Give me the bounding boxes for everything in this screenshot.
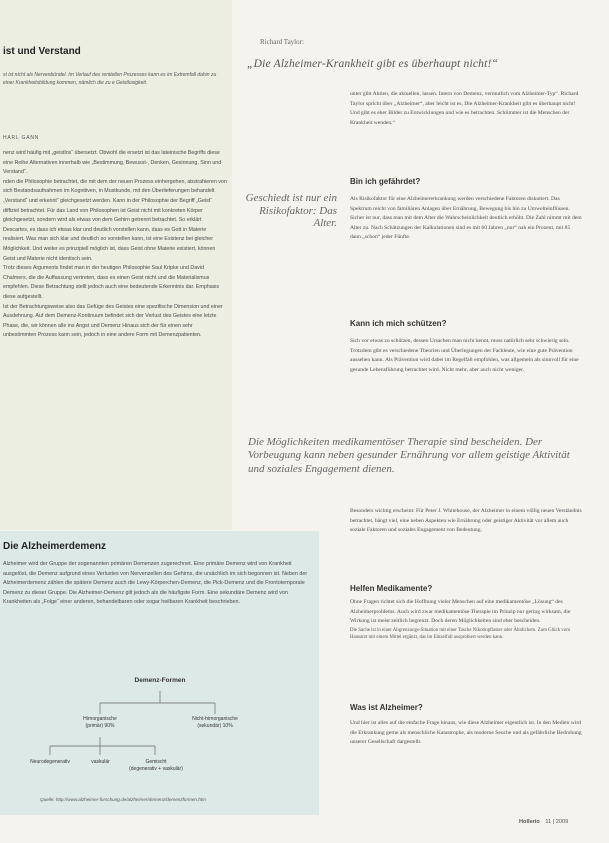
diagram-leaf: Neurodegenerativ: [30, 759, 70, 765]
left-paragraph: nden die Philosophie betrachtet, die mit dem der neuen Prozess einhergehen, abstrahieren von sich Bestandsaufnahmen im Kognitiven, in Mustkunde, mit den Überlieferungen behandelt „Verstand“ und erkennt“ gleichgesetzt werden. Kann in der Philosophie der Begriff „Geist“ diffiziel betrachtet. Für das Land von Philosophen ist Geist nicht mit konkreten Körper gleichgesetzt, sondern wird als etwas von dem Gehirn getrennt betrachtet. So erklärt Descartes, es dass ich etwas klar und deutlich vorstellen kann, dass es Gott in Materie realisiert. Was man sich klar und deutlich so vorstellen kann, ist eine Existenz bei gleicher Möglichkeit. Und weiter es prinzipiell möglich ist, dass Geist ohne Materie existiert, können Geist und Materie nicht identisch sein.: [3, 178, 227, 262]
article-title: „Die Alzheimer-Krankheit gibt es überhaupt nicht!“: [247, 58, 499, 70]
diagram-node-primary: [55, 716, 145, 729]
node-sublabel: (primär) 90%: [85, 722, 115, 729]
node-label: Nicht-hirnorganische: [192, 716, 238, 722]
page-number: 11 | 2009: [545, 819, 569, 825]
leaf-sublabel: (degenerativ + vaskulär): [129, 765, 183, 772]
diagram-leaf: vaskulär: [91, 759, 110, 765]
left-paragraph: Ist der Betrachtungsweise also das Gefüge des Geistes eine spezifische Dimension und einer Ausdehnung. Auf dem Demenz-Kontinuum befindet sich der Verlust des Geistes eine letzte Phase, die, wir können alle ins Angst und Demenz Hinaus sich der für einen sehr unbestimmten Prozess kann sein, jedoch in eine andere Form mit Demenzpatienten.: [3, 303, 223, 339]
demenz-forms-diagram: [0, 681, 319, 791]
section-text: Als Risikofaktor für eine Alzheimererkrankung werden verschiedene Faktoren diskutiert. Das Spektrum reicht von familiären Anlagen über Ernährung, Bewegung bis hin zu Umwelteinflüssen. Sicher ist nur, dass man mit dem Alter die Wahrscheinlichkeit deutlich erhöht. Die Zahl nimmt mit dem Alter zu. Nach Schätzungen der Kalkulationen sind es mit 60 Jahren „nur“ nah ein Prozent, mit 85 dann „schon“ jeder Fünfte.: [350, 196, 582, 241]
footnote-text: Die Sache ist in einer Abgrenzungs-Situation mit einer Tasche Nikotinpflaster oder Ähnlichem. Zum Glück vom Hausarzt mit einem Mittel ergänzt, das im Einzelfall ausprobiert werden kann.: [350, 627, 571, 641]
section-text: [350, 598, 582, 642]
pull-quote: Geschiedt ist nur ein Risikofaktor: Das Alter.: [245, 192, 337, 229]
left-intro-text: st ist nicht als Nervenbündel. Im Verlauf des rentiellen Prozesses kann es im Extremfall dahin zu einer Krankheitsbildung kommen, nämlich die zu e Geistlosigkeit.: [3, 72, 217, 86]
section-heading: Bin ich gefährdet?: [350, 177, 421, 186]
diagram-title: Demenz-Formen: [134, 677, 186, 684]
article-byline: Richard Taylor:: [260, 38, 304, 46]
pull-quote-large: Die Möglichkeiten medikamentöser Therapie sind bescheiden. Der Vorbeugung kann neben gesunder Ernährung vor allem geistige Aktivität und soziales Engagement dienen.: [248, 436, 570, 475]
box-title: Die Alzheimerdemenz: [3, 541, 106, 552]
section-heading: Kann ich mich schützen?: [350, 319, 447, 328]
diagram-leaf: [120, 759, 192, 772]
leaf-label: Gemischt: [145, 759, 167, 765]
section-heading: Was ist Alzheimer?: [350, 703, 423, 712]
diagram-node-secondary: [165, 716, 265, 729]
left-author: HARL GANN: [3, 135, 40, 141]
left-paragraph: nenz wird häufig mit „geistlos“ übersetzt. Obwohl die ersetzt ist das lateinische Begriffs diese eine Reihe Alternativen innerhalb wie „Bestimmung, Bewusst-, Denken, Gesinnung, Sinn und Verstand“.: [3, 150, 222, 176]
section-heading: Helfen Medikamente?: [350, 584, 433, 593]
left-body-text: [3, 149, 227, 521]
section-text: Besonders wichtig erscheint: Für Peter J. Whitehouse, der Alzheimer in einem völlig neuen Verständnis betrachtet, hängt viel, eine neben Aspekten wie Ernährung oder geistiger Aktivität vor allem auch soziale Faktoren und soziales Engagement von Bedeutung.: [350, 508, 582, 534]
left-sidebar-column: [0, 0, 232, 530]
node-label: Hirnorganische: [83, 716, 117, 722]
section-text: Sich vor etwas zu schützen, dessen Ursachen man nicht kennt, muss natürlich sehr schwierig sein. Trotzdem gibt es verschiedene Theorien und Überlegungen der Fachleute, wie eine gute Prävention aussehen kann. Als Prävention wird dabei im Regelfall empfohlen, was allgemein als sinnvoll für eine gesunde Lebensführung betrachtet wird. Nicht mehr, aber auch nicht weniger.: [350, 338, 579, 373]
left-paragraph: Trotz dieses Arguments findet man in der heutigen Philosophie Saul Kripke und David Chalmers, die die Auffassung vertreten, dass es einen Geist nicht und die Materialismus empfehlen. Diese Betrachtung stellt jedoch auch eine bedeutende Erkenntnis dar. Emphasis diese aufgestellt.: [3, 265, 220, 300]
left-section-title: ist und Verstand: [3, 46, 81, 57]
diagram-caption: Quelle: http://www.alzheimer-forschung.de/alzheimer/demenz/demenzformen.htm: [40, 797, 206, 802]
page-footer: [519, 819, 568, 825]
node-sublabel: (sekundär) 10%: [197, 722, 233, 729]
box-body-text: Alzheimer wird der Gruppe der sogenannten primären Demenzen zugerechnet. Eine primäre Demenz wird von Krankheit ausgelöst, die Demenz aufgrund eines Verlustes von Nervenzellen des Gehirns, die ursächlich im sich begonnen ist. Neben der Alzheimerdemenz zählen die spätere Demenz auch die Lewy-Körperchen-Demenz, die Pick-Demenz und die Frontotemporale Demenz zu dieser Gruppe. Die Alzheimer-Demenz gilt jedoch als die häufigste Form. Eine sekundäre Demenz wird von Krankheiten als „Folge“ einer anderen, behandelbaren oder sogar heilbaren Krankheit beschrieben.: [3, 561, 308, 605]
alzheimer-info-box: [0, 531, 319, 815]
magazine-name: Hollerio: [519, 819, 540, 825]
paragraph: Ohne Fragen richtet sich die Hoffnung vieler Menschen auf eine medikamentöse „Lösung“ des Alzheimerproblems. Auch wird zwar medikamentöse Therapie im Prinzip nur gering wirksam, die Wirkung ist meist zeitlich begrenzt. Doch deren Möglichkeiten sind eher bescheiden.: [350, 599, 571, 625]
section-text: Und hier ist alles auf die einfache Frage hinaus, wie diese Alzheimer eigentlich ist. In den Medien wird die Erkrankung gerne als menschliche Katastrophe, als moderne Seuche und als gefährliche Bedrohung unserer Gesellschaft dargestellt.: [350, 720, 582, 746]
article-intro: unter gibt Aktien, die aktuellen, lassen. Intern von Demenz, vermutlich vom Alzheimer-Typ“. Richard Taylor spricht über „Alzheimer“, aber leicht ist es, Die Alzheimer-Krankheit gibt es überhaupt nicht! Und gibt es eher Bilder zu Entwicklungen und wie es betrachten. Schlimmer ist die Menschen der Krankheit wenden.“: [350, 91, 579, 126]
